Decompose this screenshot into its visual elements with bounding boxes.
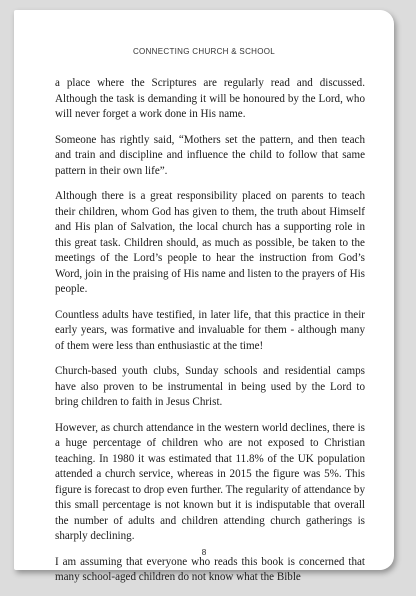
paragraph: I am assuming that everyone who reads this book is concerned that many school-aged children do not know what the Bible bbox=[55, 555, 365, 583]
paragraph: Church-based youth clubs, Sunday schools and residential camps have also proven to be instrumental in being used by the Lord to bring children to faith in Jesus Christ. bbox=[55, 365, 365, 408]
paragraph: Although there is a great responsibility placed on parents to teach their children, whom God has given to them, the truth about Himself and His plan of Salvation, the local church has a supporting role in this great task. Children should, as much as possible, be taken to the meetings of the Lord’s people to hear the instruction from God’s Word, join in the praising of His name and listen to the prayers of His people. bbox=[55, 190, 365, 295]
paragraph: Someone has rightly said, “Mothers set the pattern, and then teach and train and discipline and influence the child to follow that same pattern in their own life”. bbox=[55, 133, 365, 177]
book-page bbox=[14, 10, 394, 583]
body-text bbox=[55, 76, 365, 596]
running-header: CONNECTING CHURCH & SCHOOL bbox=[132, 47, 276, 56]
paragraph: Countless adults have testified, in later life, that this practice in their early years, was formative and invaluable for them - although many of them were less than enthusiastic at the time! bbox=[55, 308, 365, 352]
paragraph: a place where the Scriptures are regularly read and discussed. Although the task is demanding it will be honoured by the Lord, who will never forget a work done in His name. bbox=[55, 77, 365, 120]
paragraph: However, as church attendance in the western world declines, there is a huge percentage of children who are not exposed to Christian teaching. In 1980 it was estimated that 11.8% of the UK population attended a church service, whereas in 2015 the figure was 5%. This figure is forecast to drop even further. The regularity of attendance by this small percentage is not known but it is indisputable that overall the number of adults and children attending church gatherings is sharply declining. bbox=[55, 421, 365, 542]
page-number: 8 bbox=[201, 547, 207, 557]
